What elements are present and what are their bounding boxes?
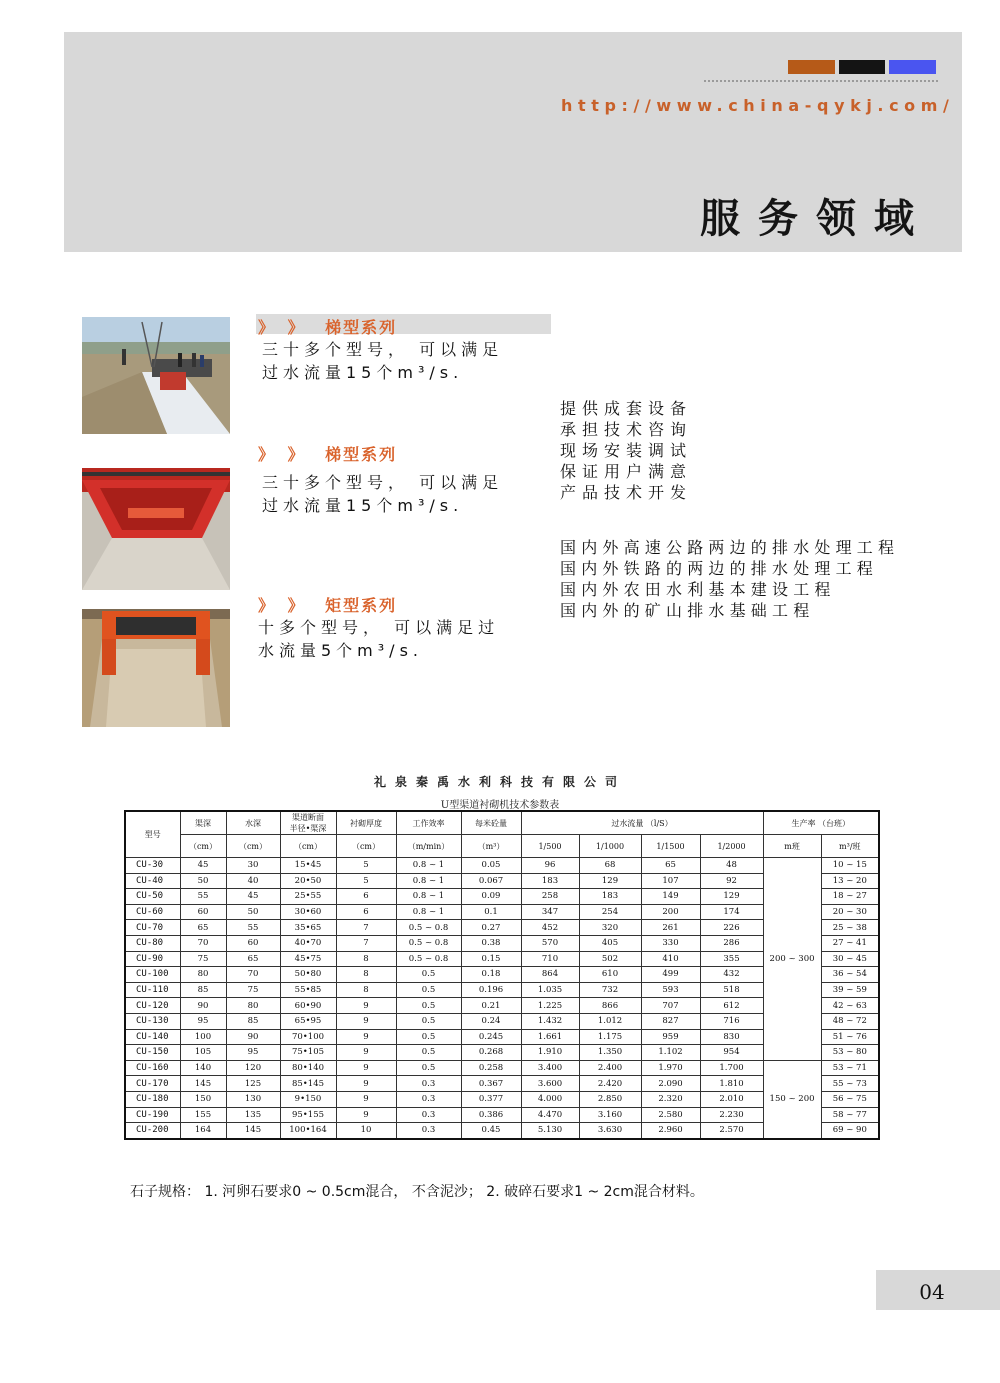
table-cell: 135 <box>226 1107 280 1123</box>
table-cell: 866 <box>579 998 641 1014</box>
color-bar-brown <box>788 60 835 74</box>
flow-col-3: 1/1500 <box>641 835 700 858</box>
service-item: 现场安装调试 <box>560 441 693 460</box>
table-cell: 6 <box>336 904 396 920</box>
table-cell: 258 <box>521 889 579 905</box>
page-number-box <box>876 1270 1000 1310</box>
table-cell: 5 <box>336 873 396 889</box>
table-cell: 2.230 <box>700 1107 763 1123</box>
table-cell: 405 <box>579 935 641 951</box>
table-cell: 0.196 <box>461 982 521 998</box>
double-chevron-icon: 》 》 <box>258 445 308 464</box>
table-cell: 0.268 <box>461 1045 521 1061</box>
table-cell: 183 <box>521 873 579 889</box>
photo-trapezoid-machine <box>82 468 230 590</box>
unit-thickness: （cm） <box>336 835 396 858</box>
table-cell: 95 <box>180 1013 226 1029</box>
table-cell: 0.367 <box>461 1076 521 1092</box>
table-cell: 0.258 <box>461 1060 521 1076</box>
table-cell: 1.175 <box>579 1029 641 1045</box>
table-cell: 9 <box>336 998 396 1014</box>
desc-line: 三十多个型号， 可以满足 <box>262 473 504 492</box>
table-cell: 8 <box>336 951 396 967</box>
table-cell: 0.245 <box>461 1029 521 1045</box>
cell-model: CU-150 <box>125 1045 180 1061</box>
table-cell: 70 <box>180 935 226 951</box>
table-cell-output: 55 ~ 73 <box>821 1076 879 1092</box>
col-header-production: 生产率 （台班） <box>763 811 879 835</box>
table-cell-output: 25 ~ 38 <box>821 920 879 936</box>
series-name: 梯型系列 <box>325 318 398 337</box>
company-name: 礼泉秦禹水利科技有限公司 <box>373 775 626 789</box>
desc-line: 水流量5个m³/s. <box>258 641 423 660</box>
table-cell: 9 <box>336 1060 396 1076</box>
table-cell: 7 <box>336 935 396 951</box>
table-cell: 4.000 <box>521 1091 579 1107</box>
table-cell: 1.102 <box>641 1045 700 1061</box>
table-cell: 330 <box>641 935 700 951</box>
col-header-depth: 渠深 <box>180 811 226 835</box>
table-cell: 261 <box>641 920 700 936</box>
table-cell: 254 <box>579 904 641 920</box>
table-cell: 9 <box>336 1045 396 1061</box>
table-cell: 2.320 <box>641 1091 700 1107</box>
table-cell: 15•45 <box>280 858 336 874</box>
col-header-flow: 过水流量 （l/S） <box>521 811 763 835</box>
table-cell: 2.960 <box>641 1123 700 1139</box>
table-cell: 8 <box>336 982 396 998</box>
field-item: 国内外农田水利基本建设工程 <box>560 580 836 599</box>
table-cell: 75 <box>180 951 226 967</box>
table-cell: 0.067 <box>461 873 521 889</box>
flow-col-1: 1/500 <box>521 835 579 858</box>
col-header-model: 型号 <box>125 811 180 858</box>
table-cell: 0.3 <box>396 1076 461 1092</box>
table-cell: 3.600 <box>521 1076 579 1092</box>
table-cell: 570 <box>521 935 579 951</box>
unit-water: （cm） <box>226 835 280 858</box>
table-cell: 1.810 <box>700 1076 763 1092</box>
table-cell: 0.45 <box>461 1123 521 1139</box>
table-cell-output: 39 ~ 59 <box>821 982 879 998</box>
table-cell: 502 <box>579 951 641 967</box>
table-cell: 0.5 ~ 0.8 <box>396 920 461 936</box>
table-cell: 0.09 <box>461 889 521 905</box>
table-cell: 320 <box>579 920 641 936</box>
photo-rectangular-machine <box>82 609 230 727</box>
cell-model: CU-180 <box>125 1091 180 1107</box>
table-cell: 4.470 <box>521 1107 579 1123</box>
cell-model: CU-50 <box>125 889 180 905</box>
table-cell: 0.3 <box>396 1091 461 1107</box>
section-label: 渠道断面 <box>292 813 324 822</box>
table-cell: 1.910 <box>521 1045 579 1061</box>
service-item: 保证用户满意 <box>560 462 693 481</box>
stone-spec-note: 石子规格： 1. 河卵石要求0 ~ 0.5cm混合， 不含泥沙； 2. 破碎石要求1 ~ 2cm混合材料。 <box>130 1184 704 1200</box>
table-cell: 0.377 <box>461 1091 521 1107</box>
table-cell: 50 <box>226 904 280 920</box>
application-fields <box>560 537 899 621</box>
table-cell: 410 <box>641 951 700 967</box>
table-cell: 48 <box>700 858 763 874</box>
table-cell: 9 <box>336 1013 396 1029</box>
table-cell: 830 <box>700 1029 763 1045</box>
table-cell: 120 <box>226 1060 280 1076</box>
table-cell: 155 <box>180 1107 226 1123</box>
table-cell-output: 20 ~ 30 <box>821 904 879 920</box>
table-cell: 0.8 ~ 1 <box>396 858 461 874</box>
double-chevron-icon: 》 》 <box>258 318 308 337</box>
cell-model: CU-90 <box>125 951 180 967</box>
table-cell: 9 <box>336 1091 396 1107</box>
table-cell: 732 <box>579 982 641 998</box>
table-cell: 0.5 <box>396 998 461 1014</box>
prod-shift-header: m班 <box>763 835 821 858</box>
table-cell: 50•80 <box>280 967 336 983</box>
page-title: 服务领域 <box>700 196 932 242</box>
table-cell: 6 <box>336 889 396 905</box>
table-cell: 75 <box>226 982 280 998</box>
table-cell: 174 <box>700 904 763 920</box>
table-cell: 0.1 <box>461 904 521 920</box>
table-cell: 0.38 <box>461 935 521 951</box>
table-cell-output: 69 ~ 90 <box>821 1123 879 1139</box>
table-cell: 1.350 <box>579 1045 641 1061</box>
color-bar-blue <box>889 60 936 74</box>
table-header-row <box>125 811 879 835</box>
table-cell: 164 <box>180 1123 226 1139</box>
table-cell: 1.012 <box>579 1013 641 1029</box>
table-cell: 55 <box>226 920 280 936</box>
table-cell: 70 <box>226 967 280 983</box>
unit-efficiency: （m/min） <box>396 835 461 858</box>
table-cell: 612 <box>700 998 763 1014</box>
table-cell: 129 <box>700 889 763 905</box>
series-name: 矩型系列 <box>325 596 398 615</box>
table-cell: 50 <box>180 873 226 889</box>
table-cell: 20•50 <box>280 873 336 889</box>
table-cell: 2.420 <box>579 1076 641 1092</box>
table-cell: 0.8 ~ 1 <box>396 904 461 920</box>
table-cell: 2.010 <box>700 1091 763 1107</box>
table-cell: 129 <box>579 873 641 889</box>
cell-model: CU-80 <box>125 935 180 951</box>
table-cell: 0.24 <box>461 1013 521 1029</box>
table-cell: 65 <box>641 858 700 874</box>
cell-model: CU-40 <box>125 873 180 889</box>
col-header-thickness: 衬砌厚度 <box>336 811 396 835</box>
table-row <box>125 1060 879 1076</box>
table-cell: 105 <box>180 1045 226 1061</box>
table-cell: 226 <box>700 920 763 936</box>
services-list <box>560 398 692 503</box>
section-sub-label: 半径•渠深 <box>289 824 327 833</box>
table-cell: 90 <box>226 1029 280 1045</box>
table-cell: 75•105 <box>280 1045 336 1061</box>
table-cell: 35•65 <box>280 920 336 936</box>
service-item: 产品技术开发 <box>560 483 693 502</box>
table-cell: 85•145 <box>280 1076 336 1092</box>
table-cell: 25•55 <box>280 889 336 905</box>
table-cell: 0.3 <box>396 1123 461 1139</box>
cell-model: CU-70 <box>125 920 180 936</box>
page-number: 04 <box>919 1280 945 1304</box>
table-cell-output: 30 ~ 45 <box>821 951 879 967</box>
table-cell: 0.5 <box>396 1045 461 1061</box>
table-cell: 145 <box>180 1076 226 1092</box>
double-chevron-icon: 》 》 <box>258 596 308 615</box>
col-header-efficiency: 工作效率 <box>396 811 461 835</box>
table-cell: 30•60 <box>280 904 336 920</box>
table-cell: 40•70 <box>280 935 336 951</box>
table-cell: 55•85 <box>280 982 336 998</box>
table-cell: 149 <box>641 889 700 905</box>
table-cell: 145 <box>226 1123 280 1139</box>
table-cell: 0.05 <box>461 858 521 874</box>
cell-model: CU-100 <box>125 967 180 983</box>
table-cell: 100•164 <box>280 1123 336 1139</box>
table-cell-output: 27 ~ 41 <box>821 935 879 951</box>
table-cell: 1.661 <box>521 1029 579 1045</box>
table-cell: 9 <box>336 1107 396 1123</box>
series-heading-3 <box>258 593 397 613</box>
table-cell: 95 <box>226 1045 280 1061</box>
table-cell: 954 <box>700 1045 763 1061</box>
table-cell: 3.630 <box>579 1123 641 1139</box>
table-cell: 60•90 <box>280 998 336 1014</box>
series-heading-2 <box>258 442 397 462</box>
table-cell: 827 <box>641 1013 700 1029</box>
table-cell: 3.160 <box>579 1107 641 1123</box>
table-cell: 85 <box>226 1013 280 1029</box>
table-cell: 1.432 <box>521 1013 579 1029</box>
table-cell-output: 48 ~ 72 <box>821 1013 879 1029</box>
table-cell: 0.8 ~ 1 <box>396 873 461 889</box>
table-cell: 65•95 <box>280 1013 336 1029</box>
table-cell: 60 <box>226 935 280 951</box>
table-cell: 8 <box>336 967 396 983</box>
table-cell: 0.21 <box>461 998 521 1014</box>
table-cell: 125 <box>226 1076 280 1092</box>
table-cell: 593 <box>641 982 700 998</box>
field-item: 国内外铁路的两边的排水处理工程 <box>560 559 879 578</box>
table-cell: 7 <box>336 920 396 936</box>
table-cell: 30 <box>226 858 280 874</box>
table-cell-output: 58 ~ 77 <box>821 1107 879 1123</box>
series-heading-1 <box>258 315 397 335</box>
table-cell: 0.3 <box>396 1107 461 1123</box>
cell-model: CU-140 <box>125 1029 180 1045</box>
table-cell: 0.18 <box>461 967 521 983</box>
series-description-3 <box>258 616 548 662</box>
table-cell: 9 <box>336 1076 396 1092</box>
table-cell: 518 <box>700 982 763 998</box>
unit-section: （cm） <box>280 835 336 858</box>
table-cell: 96 <box>521 858 579 874</box>
table-cell: 85 <box>180 982 226 998</box>
prod-unit-header: m³/班 <box>821 835 879 858</box>
table-cell: 959 <box>641 1029 700 1045</box>
table-cell: 1.035 <box>521 982 579 998</box>
table-cell: 0.5 ~ 0.8 <box>396 935 461 951</box>
table-cell: 0.27 <box>461 920 521 936</box>
cell-model: CU-170 <box>125 1076 180 1092</box>
col-header-concrete: 每米砼量 <box>461 811 521 835</box>
cell-model: CU-60 <box>125 904 180 920</box>
table-cell-output: 51 ~ 76 <box>821 1029 879 1045</box>
table-cell: 9•150 <box>280 1091 336 1107</box>
cell-model: CU-160 <box>125 1060 180 1076</box>
table-cell: 0.5 <box>396 1060 461 1076</box>
color-bar-black <box>839 60 885 74</box>
table-cell: 80 <box>180 967 226 983</box>
field-item: 国内外的矿山排水基础工程 <box>560 601 815 620</box>
table-cell: 710 <box>521 951 579 967</box>
table-cell: 5.130 <box>521 1123 579 1139</box>
website-url[interactable]: http://www.china-qykj.com/ <box>561 96 955 115</box>
cell-model: CU-30 <box>125 858 180 874</box>
table-cell: 3.400 <box>521 1060 579 1076</box>
table-cell: 70•100 <box>280 1029 336 1045</box>
table-cell: 80•140 <box>280 1060 336 1076</box>
dotted-divider <box>704 80 938 86</box>
table-subheader-row <box>125 835 879 858</box>
cell-model: CU-110 <box>125 982 180 998</box>
shift-output-group-1: 200 ~ 300 <box>763 858 821 1061</box>
desc-line: 过水流量15个m³/s. <box>262 496 464 515</box>
flow-col-2: 1/1000 <box>579 835 641 858</box>
table-cell: 0.8 ~ 1 <box>396 889 461 905</box>
table-cell: 65 <box>180 920 226 936</box>
shift-output-group-2: 150 ~ 200 <box>763 1060 821 1138</box>
photo-trapezoid-field <box>82 317 230 434</box>
parameters-table <box>124 810 880 1140</box>
table-cell: 0.386 <box>461 1107 521 1123</box>
table-cell-output: 53 ~ 80 <box>821 1045 879 1061</box>
table-cell: 0.5 <box>396 982 461 998</box>
table-cell: 90 <box>180 998 226 1014</box>
table-cell: 45 <box>226 889 280 905</box>
table-cell: 432 <box>700 967 763 983</box>
table-cell: 68 <box>579 858 641 874</box>
table-title: U型渠道衬砌机技术参数表 <box>440 800 560 811</box>
table-cell: 0.5 <box>396 1029 461 1045</box>
cell-model: CU-120 <box>125 998 180 1014</box>
table-cell-output: 56 ~ 75 <box>821 1091 879 1107</box>
table-cell: 107 <box>641 873 700 889</box>
table-cell-output: 53 ~ 71 <box>821 1060 879 1076</box>
table-cell-output: 13 ~ 20 <box>821 873 879 889</box>
table-cell: 610 <box>579 967 641 983</box>
table-cell: 707 <box>641 998 700 1014</box>
table-cell-output: 36 ~ 54 <box>821 967 879 983</box>
desc-line: 十多个型号， 可以满足过 <box>258 618 500 637</box>
table-cell: 2.850 <box>579 1091 641 1107</box>
table-cell: 40 <box>226 873 280 889</box>
table-cell: 45•75 <box>280 951 336 967</box>
table-cell: 716 <box>700 1013 763 1029</box>
table-cell: 2.090 <box>641 1076 700 1092</box>
service-item: 提供成套设备 <box>560 399 693 418</box>
table-cell: 92 <box>700 873 763 889</box>
table-cell: 2.400 <box>579 1060 641 1076</box>
series-name: 梯型系列 <box>325 445 398 464</box>
table-cell: 0.15 <box>461 951 521 967</box>
service-item: 承担技术咨询 <box>560 420 693 439</box>
table-cell: 347 <box>521 904 579 920</box>
table-cell: 355 <box>700 951 763 967</box>
table-cell: 2.580 <box>641 1107 700 1123</box>
table-cell: 95•155 <box>280 1107 336 1123</box>
header-band <box>64 32 962 252</box>
table-cell: 0.5 <box>396 1013 461 1029</box>
cell-model: CU-200 <box>125 1123 180 1139</box>
unit-depth: （cm） <box>180 835 226 858</box>
table-cell: 2.570 <box>700 1123 763 1139</box>
table-cell: 60 <box>180 904 226 920</box>
table-cell: 9 <box>336 1029 396 1045</box>
table-cell: 140 <box>180 1060 226 1076</box>
table-row <box>125 858 879 874</box>
desc-line: 三十多个型号， 可以满足 <box>262 340 504 359</box>
table-cell: 5 <box>336 858 396 874</box>
field-item: 国内外高速公路两边的排水处理工程 <box>560 538 900 557</box>
cell-model: CU-130 <box>125 1013 180 1029</box>
table-cell: 150 <box>180 1091 226 1107</box>
table-cell: 100 <box>180 1029 226 1045</box>
col-header-water: 水深 <box>226 811 280 835</box>
table-cell: 1.700 <box>700 1060 763 1076</box>
table-cell: 80 <box>226 998 280 1014</box>
table-cell: 1.225 <box>521 998 579 1014</box>
series-description-1 <box>262 338 552 384</box>
table-cell: 10 <box>336 1123 396 1139</box>
table-cell: 130 <box>226 1091 280 1107</box>
cell-model: CU-190 <box>125 1107 180 1123</box>
table-cell-output: 42 ~ 63 <box>821 998 879 1014</box>
table-cell: 65 <box>226 951 280 967</box>
unit-concrete: （m³） <box>461 835 521 858</box>
table-cell: 452 <box>521 920 579 936</box>
table-cell-output: 10 ~ 15 <box>821 858 879 874</box>
table-cell: 864 <box>521 967 579 983</box>
col-header-section <box>280 811 336 835</box>
table-cell: 200 <box>641 904 700 920</box>
table-cell: 183 <box>579 889 641 905</box>
table-cell: 0.5 ~ 0.8 <box>396 951 461 967</box>
table-cell: 0.5 <box>396 967 461 983</box>
series-description-2 <box>262 471 552 517</box>
table-cell: 286 <box>700 935 763 951</box>
table-cell-output: 18 ~ 27 <box>821 889 879 905</box>
desc-line: 过水流量15个m³/s. <box>262 363 464 382</box>
table-cell: 45 <box>180 858 226 874</box>
table-cell: 1.970 <box>641 1060 700 1076</box>
table-cell: 499 <box>641 967 700 983</box>
table-cell: 55 <box>180 889 226 905</box>
flow-col-4: 1/2000 <box>700 835 763 858</box>
